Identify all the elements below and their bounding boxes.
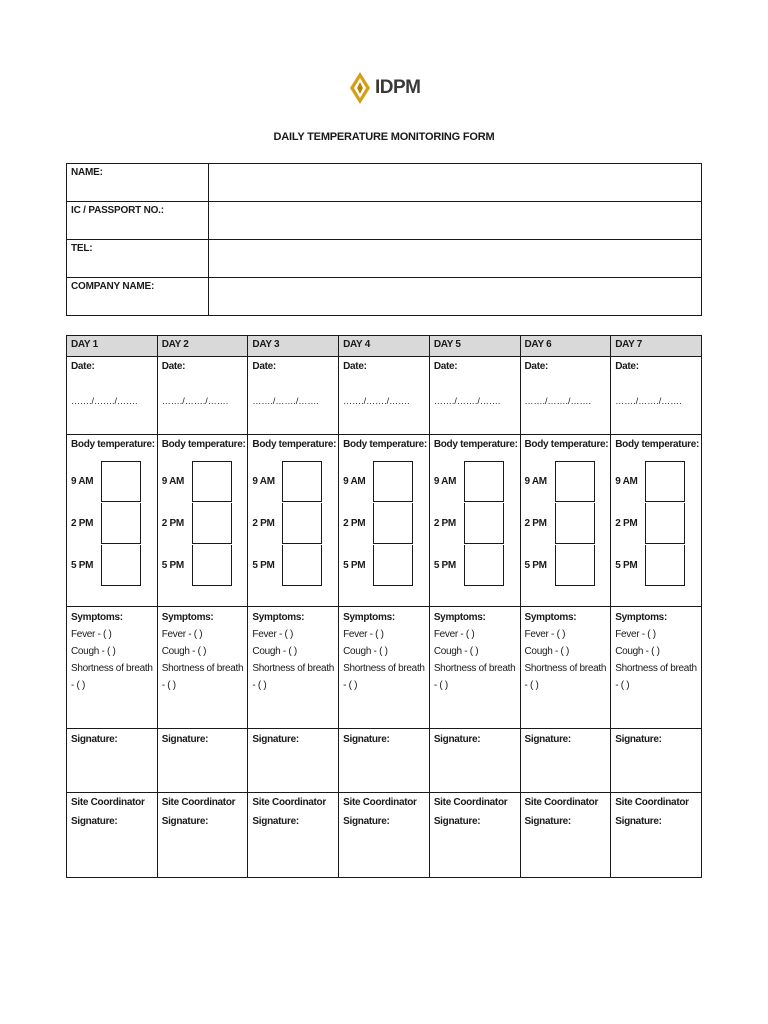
site-coordinator-cell[interactable]	[611, 793, 702, 878]
symptoms-label: Symptoms:	[343, 612, 395, 623]
temp-input-box[interactable]	[645, 545, 685, 586]
signature-cell[interactable]	[429, 729, 520, 793]
site-coordinator-label: Site Coordinator	[252, 797, 326, 808]
temp-input-box[interactable]	[282, 503, 322, 544]
temp-row-5pm	[71, 544, 153, 586]
signature-cell[interactable]	[339, 729, 430, 793]
temp-row-9am	[615, 460, 697, 502]
body-temperature-label: Body temperature:	[161, 439, 246, 450]
date-cell[interactable]	[339, 357, 430, 435]
date-placeholder: ……./……./…….	[615, 396, 682, 406]
temp-row-2pm	[434, 502, 516, 544]
date-label: Date:	[524, 361, 549, 372]
date-cell[interactable]	[67, 357, 158, 435]
shortness-option[interactable]: - ( )	[71, 680, 86, 691]
temp-input-box[interactable]	[555, 503, 595, 544]
temperature-row	[67, 435, 702, 607]
time-label: 9 AM	[343, 475, 366, 487]
ic-passport-field[interactable]	[209, 202, 702, 240]
time-label: 2 PM	[343, 517, 366, 529]
temp-row-5pm	[525, 544, 607, 586]
cough-option[interactable]: Cough - ( )	[71, 646, 116, 657]
symptoms-label: Symptoms:	[524, 612, 577, 623]
temp-row-9am	[71, 460, 153, 502]
symptoms-label: Symptoms:	[161, 612, 214, 623]
time-label: 2 PM	[524, 517, 547, 529]
temperature-cell	[611, 435, 702, 607]
time-label: 2 PM	[433, 517, 456, 529]
temp-row-5pm	[615, 544, 697, 586]
site-signature-label: Signature:	[71, 816, 118, 827]
shortness-option[interactable]: - ( )	[343, 680, 358, 691]
temp-input-box[interactable]	[645, 503, 685, 544]
temp-row-9am	[434, 460, 516, 502]
signature-label: Signature:	[252, 734, 299, 745]
shortness-label: Shortness of breath	[161, 663, 244, 674]
site-coordinator-row	[67, 793, 702, 878]
body-temperature-label: Body temperature:	[71, 439, 155, 450]
cough-option[interactable]: Cough - ( )	[524, 646, 570, 657]
signature-cell[interactable]	[520, 729, 611, 793]
time-label: 9 AM	[524, 475, 547, 487]
shortness-option[interactable]: - ( )	[524, 680, 539, 691]
fever-option[interactable]: Fever - ( )	[524, 629, 566, 640]
time-label: 2 PM	[252, 517, 275, 529]
fever-option[interactable]: Fever - ( )	[343, 629, 384, 640]
symptoms-label: Symptoms:	[252, 612, 305, 623]
shortness-option[interactable]: - ( )	[252, 680, 267, 691]
time-label: 5 PM	[161, 559, 184, 571]
symptoms-cell	[157, 607, 248, 729]
temp-row-9am	[525, 460, 607, 502]
time-label: 5 PM	[615, 559, 638, 571]
signature-cell[interactable]	[248, 729, 339, 793]
temp-row-5pm	[343, 544, 425, 586]
site-coordinator-cell[interactable]	[429, 793, 520, 878]
temperature-cell	[429, 435, 520, 607]
symptoms-label: Symptoms:	[615, 612, 667, 623]
date-cell[interactable]	[157, 357, 248, 435]
body-temperature-label: Body temperature:	[524, 439, 609, 450]
shortness-label: Shortness of breath	[343, 663, 425, 674]
signature-cell[interactable]	[67, 729, 158, 793]
info-label: TEL:	[67, 240, 209, 278]
temp-input-box[interactable]	[555, 461, 595, 502]
info-row-company	[67, 278, 702, 316]
symptoms-label: Symptoms:	[71, 612, 123, 623]
time-label: 5 PM	[524, 559, 547, 571]
personal-info-table	[66, 163, 702, 316]
symptoms-cell	[611, 607, 702, 729]
time-label: 9 AM	[433, 475, 457, 487]
info-label: NAME:	[67, 164, 209, 202]
date-placeholder: ……./……./…….	[161, 396, 229, 406]
day-header: DAY 6	[520, 336, 611, 357]
site-coordinator-label: Site Coordinator	[524, 797, 599, 808]
fever-option[interactable]: Fever - ( )	[71, 629, 112, 640]
time-label: 9 AM	[71, 475, 94, 487]
temp-input-box[interactable]	[464, 503, 504, 544]
fever-option[interactable]: Fever - ( )	[252, 629, 293, 640]
symptoms-cell	[429, 607, 520, 729]
temp-input-box[interactable]	[192, 503, 232, 544]
site-coordinator-cell[interactable]	[520, 793, 611, 878]
symptoms-cell	[520, 607, 611, 729]
date-label: Date:	[252, 361, 276, 372]
date-placeholder: ……./……./…….	[433, 396, 501, 406]
site-coordinator-label: Site Coordinator	[71, 797, 145, 808]
cough-option[interactable]: Cough - ( )	[343, 646, 388, 657]
site-coordinator-cell[interactable]	[248, 793, 339, 878]
time-label: 9 AM	[615, 475, 638, 487]
temperature-cell	[520, 435, 611, 607]
info-row-tel	[67, 240, 702, 278]
symptoms-row	[67, 607, 702, 729]
date-cell[interactable]	[248, 357, 339, 435]
fever-option[interactable]: Fever - ( )	[161, 629, 203, 640]
time-label: 9 AM	[252, 475, 275, 487]
date-label: Date:	[161, 361, 186, 372]
date-label: Date:	[433, 361, 458, 372]
signature-row	[67, 729, 702, 793]
temp-input-box[interactable]	[464, 461, 504, 502]
time-label: 9 AM	[161, 475, 185, 487]
site-coordinator-cell[interactable]	[67, 793, 158, 878]
symptoms-label: Symptoms:	[433, 612, 486, 623]
shortness-label: Shortness of breath	[433, 663, 516, 674]
date-label: Date:	[343, 361, 367, 372]
signature-label: Signature:	[343, 734, 390, 745]
company-name-field[interactable]	[209, 278, 702, 316]
body-temperature-label: Body temperature:	[615, 439, 700, 450]
temp-input-box[interactable]	[645, 461, 685, 502]
temp-input-box[interactable]	[373, 503, 413, 544]
shortness-label: Shortness of breath	[524, 663, 607, 674]
info-label: IC / PASSPORT NO.:	[67, 202, 209, 240]
time-label: 5 PM	[71, 559, 94, 571]
time-label: 5 PM	[343, 559, 366, 571]
body-temperature-label: Body temperature:	[252, 439, 337, 450]
temp-row-2pm	[162, 502, 244, 544]
signature-label: Signature:	[615, 734, 662, 745]
temp-row-9am	[162, 460, 244, 502]
time-label: 2 PM	[615, 517, 638, 529]
site-signature-label: Signature:	[615, 816, 662, 827]
cough-option[interactable]: Cough - ( )	[615, 646, 660, 657]
shortness-option[interactable]: - ( )	[161, 680, 176, 691]
day-header: DAY 4	[339, 336, 430, 357]
temp-input-box[interactable]	[373, 461, 413, 502]
temp-row-5pm	[252, 544, 334, 586]
site-signature-label: Signature:	[252, 816, 299, 827]
day-header-row	[67, 336, 702, 357]
temp-row-2pm	[71, 502, 153, 544]
cough-option[interactable]: Cough - ( )	[161, 646, 207, 657]
date-cell[interactable]	[611, 357, 702, 435]
temp-input-box[interactable]	[101, 461, 141, 502]
logo-text: IDPM	[375, 77, 421, 98]
symptoms-cell	[67, 607, 158, 729]
shortness-label: Shortness of breath	[71, 663, 153, 674]
date-cell[interactable]	[520, 357, 611, 435]
temp-row-9am	[343, 460, 425, 502]
temp-row-2pm	[343, 502, 425, 544]
site-signature-label: Signature:	[524, 816, 571, 827]
signature-cell[interactable]	[611, 729, 702, 793]
temp-input-box[interactable]	[101, 503, 141, 544]
fever-option[interactable]: Fever - ( )	[615, 629, 656, 640]
symptoms-cell	[248, 607, 339, 729]
symptoms-cell	[339, 607, 430, 729]
signature-label: Signature:	[433, 734, 481, 745]
temp-row-9am	[252, 460, 334, 502]
time-label: 5 PM	[433, 559, 456, 571]
signature-label: Signature:	[161, 734, 209, 745]
temp-row-2pm	[525, 502, 607, 544]
date-placeholder: ……./……./…….	[252, 396, 319, 406]
site-coordinator-label: Site Coordinator	[343, 797, 417, 808]
site-signature-label: Signature:	[433, 816, 481, 827]
day-header: DAY 3	[248, 336, 339, 357]
time-label: 2 PM	[161, 517, 184, 529]
cough-option[interactable]: Cough - ( )	[433, 646, 479, 657]
temp-input-box[interactable]	[282, 461, 322, 502]
day-header: DAY 1	[67, 336, 158, 357]
temperature-cell	[248, 435, 339, 607]
day-header: DAY 5	[429, 336, 520, 357]
time-label: 5 PM	[252, 559, 275, 571]
temp-row-2pm	[615, 502, 697, 544]
fever-option[interactable]: Fever - ( )	[433, 629, 475, 640]
temp-input-box[interactable]	[282, 545, 322, 586]
info-label: COMPANY NAME:	[67, 278, 209, 316]
site-signature-label: Signature:	[161, 816, 209, 827]
name-field[interactable]	[209, 164, 702, 202]
day-header: DAY 2	[157, 336, 248, 357]
site-coordinator-label: Site Coordinator	[615, 797, 689, 808]
site-coordinator-cell[interactable]	[339, 793, 430, 878]
temp-input-box[interactable]	[192, 545, 232, 586]
date-label: Date:	[615, 361, 639, 372]
temp-row-2pm	[252, 502, 334, 544]
temp-input-box[interactable]	[101, 545, 141, 586]
time-label: 2 PM	[71, 517, 94, 529]
site-signature-label: Signature:	[343, 816, 390, 827]
shortness-option[interactable]: - ( )	[615, 680, 630, 691]
signature-label: Signature:	[524, 734, 571, 745]
info-row-name	[67, 164, 702, 202]
cough-option[interactable]: Cough - ( )	[252, 646, 297, 657]
date-placeholder: ……./……./…….	[524, 396, 592, 406]
shortness-option[interactable]: - ( )	[433, 680, 448, 691]
site-coordinator-cell[interactable]	[157, 793, 248, 878]
temperature-cell	[339, 435, 430, 607]
temp-row-5pm	[162, 544, 244, 586]
site-coordinator-label: Site Coordinator	[161, 797, 236, 808]
diamond-logo-icon	[349, 71, 371, 105]
body-temperature-label: Body temperature:	[343, 439, 427, 450]
signature-cell[interactable]	[157, 729, 248, 793]
date-label: Date:	[71, 361, 95, 372]
date-placeholder: ……./……./…….	[343, 396, 410, 406]
tel-field[interactable]	[209, 240, 702, 278]
day-header: DAY 7	[611, 336, 702, 357]
shortness-label: Shortness of breath	[252, 663, 334, 674]
temp-input-box[interactable]	[192, 461, 232, 502]
logo	[349, 70, 421, 106]
temp-input-box[interactable]	[464, 545, 504, 586]
date-placeholder: ……./……./…….	[71, 396, 138, 406]
date-row	[67, 357, 702, 435]
signature-label: Signature:	[71, 734, 118, 745]
shortness-label: Shortness of breath	[615, 663, 697, 674]
temp-input-box[interactable]	[555, 545, 595, 586]
temperature-cell	[157, 435, 248, 607]
temperature-cell	[67, 435, 158, 607]
date-cell[interactable]	[429, 357, 520, 435]
temp-row-5pm	[434, 544, 516, 586]
body-temperature-label: Body temperature:	[433, 439, 518, 450]
temp-input-box[interactable]	[373, 545, 413, 586]
form-title: DAILY TEMPERATURE MONITORING FORM	[273, 131, 495, 143]
info-row-ic	[67, 202, 702, 240]
daily-monitoring-table	[66, 335, 702, 878]
site-coordinator-label: Site Coordinator	[433, 797, 508, 808]
